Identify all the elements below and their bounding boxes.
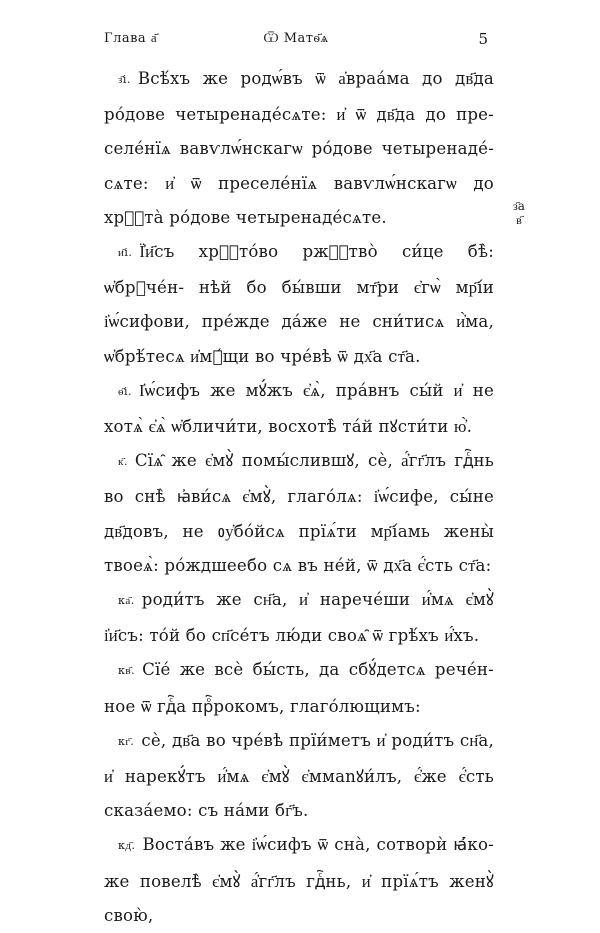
verse (104, 235, 494, 374)
verse-number: кг҃. (118, 734, 135, 748)
book-title: Ѿ Матѳ҃ѧ (263, 31, 329, 46)
verse-number: ѳ҃і. (118, 384, 133, 398)
verse (104, 653, 494, 723)
margin-note-line: з҃а (513, 199, 525, 213)
verse (104, 724, 494, 829)
verse-number: и҃і. (118, 246, 133, 260)
verse-body: роди́тъ же сн҃а, и҆ нарече́ши и҆́мѧ є҆мꙋ̀ і҆и҃съ: то́й бо сп҃се́тъ лю́ди своѧ̑ ѿ грѣ́хъ и҆́хъ. (104, 590, 494, 646)
verse-body: сѐ, дв҃а во чре́вѣ прїи́метъ и҆ роди́тъ сн҃а, и҆ нарекꙋ́тъ и҆́мѧ є҆мꙋ̀ є҆ммanꙋи́лъ, є҆́же є҆́сть сказа́емо: съ на́ми бг҃ъ. (104, 730, 494, 821)
verse-text (104, 62, 494, 933)
margin-reading-note (504, 199, 534, 227)
chapter-heading: Глава а҃ (104, 31, 158, 46)
page-number: 5 (478, 30, 488, 48)
verse (104, 374, 494, 444)
verse (104, 62, 494, 235)
verse-body: Всѣ́хъ же родѡ́въ ѿ а҆враа́ма до дв҃да ро́дове четыренаде́сѧте: и҆ ѿ дв҃да до пре- селе́нїѧ вавѵлѡ́нскагѡ ро́дове четыренаде́- сѧте: и҆ ѿ преселе́нїѧ вавѵлѡ́нскагѡ до хрⷭ҇та̀ ро́дове четыренаде́сѧте. (104, 69, 494, 227)
verse-number: кд҃. (118, 839, 136, 853)
verse-body: Ї҆и҃съ хрⷭ҇то́во ржⷭ҇тво̀ си́це бѣ̀: ѡ҆брꙋче́н- нѣй бо бы́вши мт҃ри є҆гѡ̀ мр҃і́и і҆ѡ́сифови, пре́жде да́же не сни́тисѧ и҆̀ма, ѡ҆брѣ́тесѧ и҆мꙋ́щи во чре́вѣ ѿ дх҃а ст҃а. (104, 242, 494, 366)
verse (104, 444, 494, 583)
verse-number: кв҃. (118, 664, 136, 678)
verse-number: ка҃. (118, 594, 135, 608)
verse-body: Сїѧ̑ же є҆мꙋ̀ помы́слившꙋ, сѐ, а҆́гг҃лъ гдⷭ҇нь во снѣ̀ ꙗ҆ви́сѧ є҆мꙋ̀, глаго́лѧ: і҆ѡ́сифе, сы́не дв҃довъ, не ᲂу҆бо́йсѧ прїѧ́ти мр҃і́амь жены̀ твоеѧ̀: ро́ждшеебо сѧ въ не́й, ѿ дх҃а є҆́сть ст҃а: (104, 451, 494, 575)
verse (104, 583, 494, 653)
verse (104, 828, 494, 933)
margin-note-line: в҃ (516, 213, 522, 227)
verse-number: з҃і. (118, 73, 131, 86)
verse-number: к҃. (118, 455, 128, 469)
verse-body: І҆ѡ́сифъ же мꙋ́жъ є҆ѧ̀, пра́внъ сы́й и҆ не хотѧ̀ є҆ѧ̀ ѡ҆бличи́ти, восхотѣ̀ та́й пꙋсти́ти ю҆̀. (104, 380, 494, 437)
verse-body: Сїе́ же всѐ бы́сть, да сбꙋ́детсѧ рече́н- ное ѿ гдⷭ҇а прⷪ҇рокомъ, глаго́лющимъ: (104, 660, 494, 716)
page-header (104, 30, 488, 50)
verse-body: Воста́въ же і҆ѡ́сифъ ѿ сна̀, сотворѝ ꙗ҆́ко- же повелѣ̀ є҆мꙋ̀ а҆́гг҃лъ гдⷭ҇нь, и҆ прїѧ́тъ женꙋ̀ свою̀, (104, 835, 494, 925)
